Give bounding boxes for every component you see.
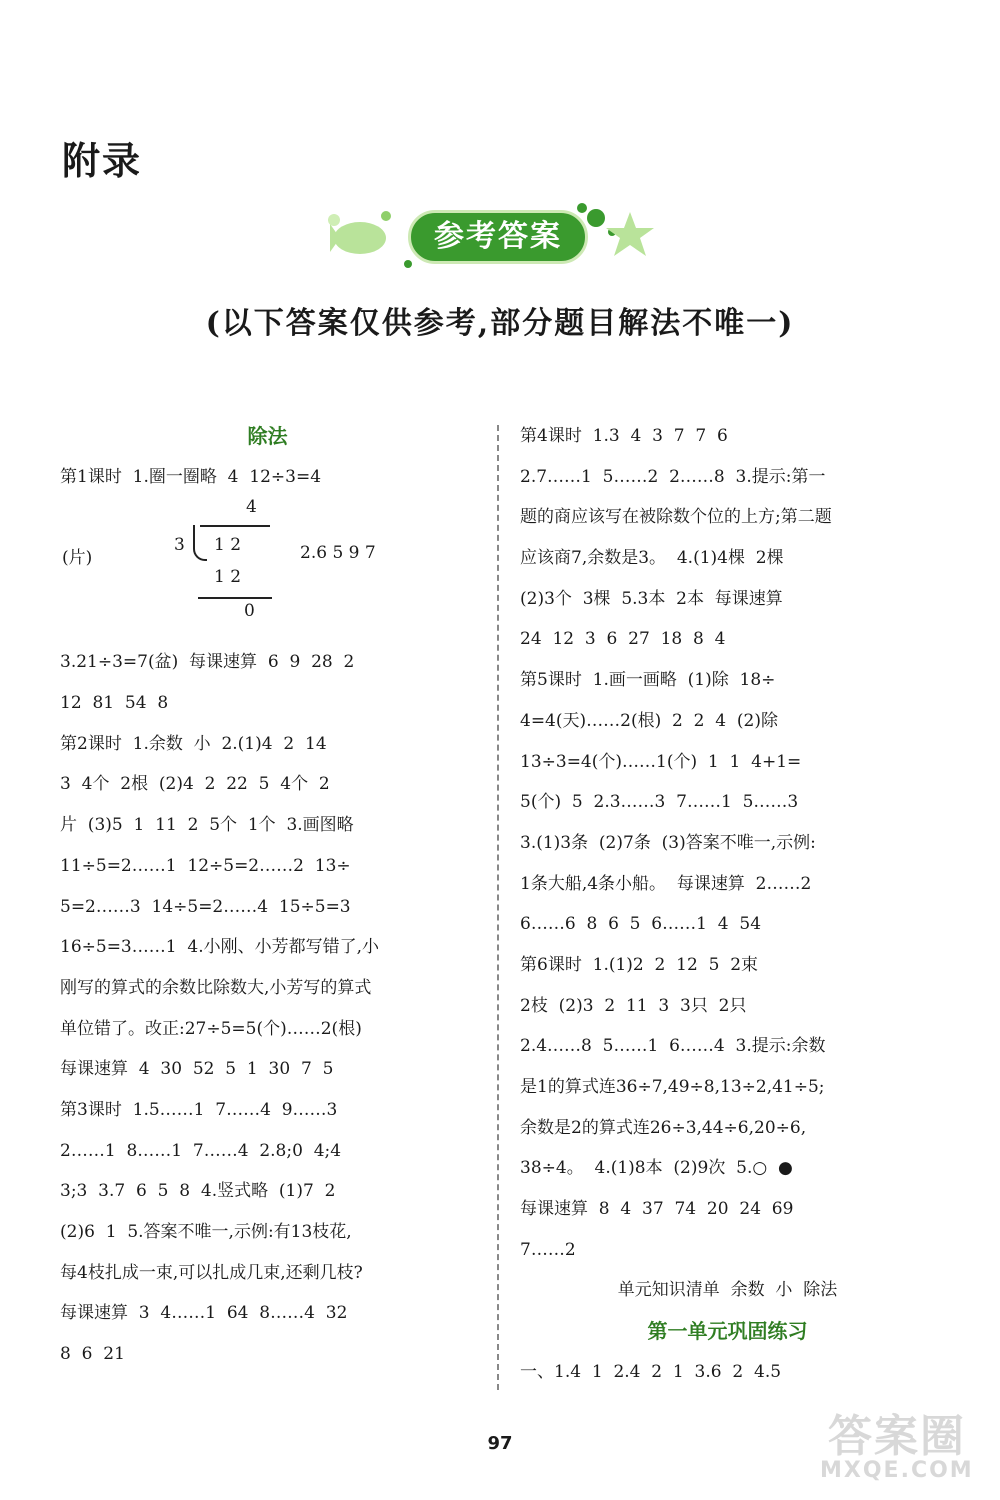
text-line: 1条大船,4条小船。 每课速算 2……2 [520,873,812,894]
answer-banner [320,200,660,280]
text-line: 一、1.4 1 2.4 2 1 3.6 2 4.5 [520,1361,782,1382]
division-product: 1 2 [214,567,242,588]
text-line: 单位错了。改正:27÷5=5(个)……2(根) [60,1018,362,1039]
left-column [60,416,475,1375]
watermark-url: MXQE.COM [820,1458,974,1483]
text-line: 3 4个 2根 (2)4 2 22 5 4个 2 [60,774,330,795]
division-divisor: 3 [174,535,185,556]
long-division [60,497,475,642]
text-line: 题的商应该写在被除数个位的上方;第二题 [520,507,832,528]
text-line: 8 6 21 [60,1344,125,1365]
subtitle: (以下答案仅供参考,部分题目解法不唯一) [205,306,795,341]
division-quotient: 4 [246,497,257,518]
text-line: 7……2 [520,1239,576,1260]
text-line: 13÷3=4(个)……1(个) 1 1 4+1= [520,751,802,772]
text-line: 38÷4。 4.(1)8本 (2)9次 5.○ ● [520,1158,793,1179]
text-line: 4=4(天)……2(根) 2 2 4 (2)除 [520,710,778,731]
text-line: 是1的算式连36÷7,49÷8,13÷2,41÷5; [520,1077,825,1097]
watermark [820,1400,990,1490]
text-line: 5=2……3 14÷5=2……4 15÷5=3 [60,896,351,917]
text-line: 第4课时 1.3 4 3 7 7 6 [520,426,728,446]
division-bar [200,525,270,527]
section-heading: 除法 [247,424,288,448]
text-line: 12 81 54 8 [60,693,169,714]
text-line: 片 (3)5 1 11 2 5个 1个 3.画图略 [60,815,354,836]
text-line: 2.6 5 9 7 [300,543,376,564]
text-line: 第6课时 1.(1)2 2 12 5 2束 [520,954,759,975]
division-remainder: 0 [244,601,255,622]
text-line: 6……6 8 6 5 6……1 4 54 [520,914,762,935]
banner-label: 参考答案 [408,210,588,264]
text-line: 2.7……1 5……2 2……8 3.提示:第一 [520,466,826,487]
text-line: 第5课时 1.画一画略 (1)除 18÷ [520,670,776,691]
text-line: 第1课时 1.圈一圈略 4 12÷3=4 [60,466,322,487]
text-line: 刚写的算式的余数比除数大,小芳写的算式 [60,977,372,998]
section-heading: 第一单元巩固练习 [647,1319,808,1344]
text-line: 2.4……8 5……1 6……4 3.提示:余数 [520,1036,826,1057]
text-line: 每4枝扎成一束,可以扎成几束,还剩几枝? [60,1262,363,1283]
division-unit: (片) [62,548,93,569]
text-line: 每课速算 4 30 52 5 1 30 7 5 [60,1059,334,1080]
text-line: 2……1 8……1 7……4 2.8;0 4;4 [60,1140,342,1161]
column-divider [497,425,499,1390]
appendix-title: 附录 [62,139,143,183]
text-line: 24 12 3 6 27 18 8 4 [520,629,726,650]
division-bracket [193,525,207,561]
text-line: (2)6 1 5.答案不唯一,示例:有13枝花, [60,1222,352,1242]
text-line: 第2课时 1.余数 小 2.(1)4 2 14 [60,733,327,754]
text-line: 3.(1)3条 (2)7条 (3)答案不唯一,示例: [520,832,816,853]
text-line: (2)3个 3棵 5.3本 2本 每课速算 [520,588,783,609]
watermark-logo: 答案圈 [828,1411,966,1462]
page-number: 97 [487,1433,513,1454]
text-line: 每课速算 3 4……1 64 8……4 32 [60,1303,348,1324]
text-line: 余数是2的算式连26÷3,44÷6,20÷6, [520,1117,807,1138]
text-line: 每课速算 8 4 37 74 20 24 69 [520,1199,794,1220]
text-line: 第3课时 1.5……1 7……4 9……3 [60,1099,338,1120]
division-line [198,597,272,599]
right-column [520,416,935,1393]
text-line: 11÷5=2……1 12÷5=2……2 13÷ [60,855,351,876]
text-line: 16÷5=3……1 4.小刚、小芳都写错了,小 [60,937,379,958]
text-line: 5(个) 5 2.3……3 7……1 5……3 [520,792,799,813]
text-line: 3.21÷3=7(盆) 每课速算 6 9 28 2 [60,652,355,673]
text-line: 2枝 (2)3 2 11 3 3只 2只 [520,995,747,1016]
text-line: 应该商7,余数是3。 4.(1)4棵 2棵 [520,548,784,569]
division-dividend: 1 2 [214,535,242,556]
text-line: 3;3 3.7 6 5 8 4.竖式略 (1)7 2 [60,1181,336,1202]
text-line: 单元知识清单 余数 小 除法 [617,1280,838,1301]
